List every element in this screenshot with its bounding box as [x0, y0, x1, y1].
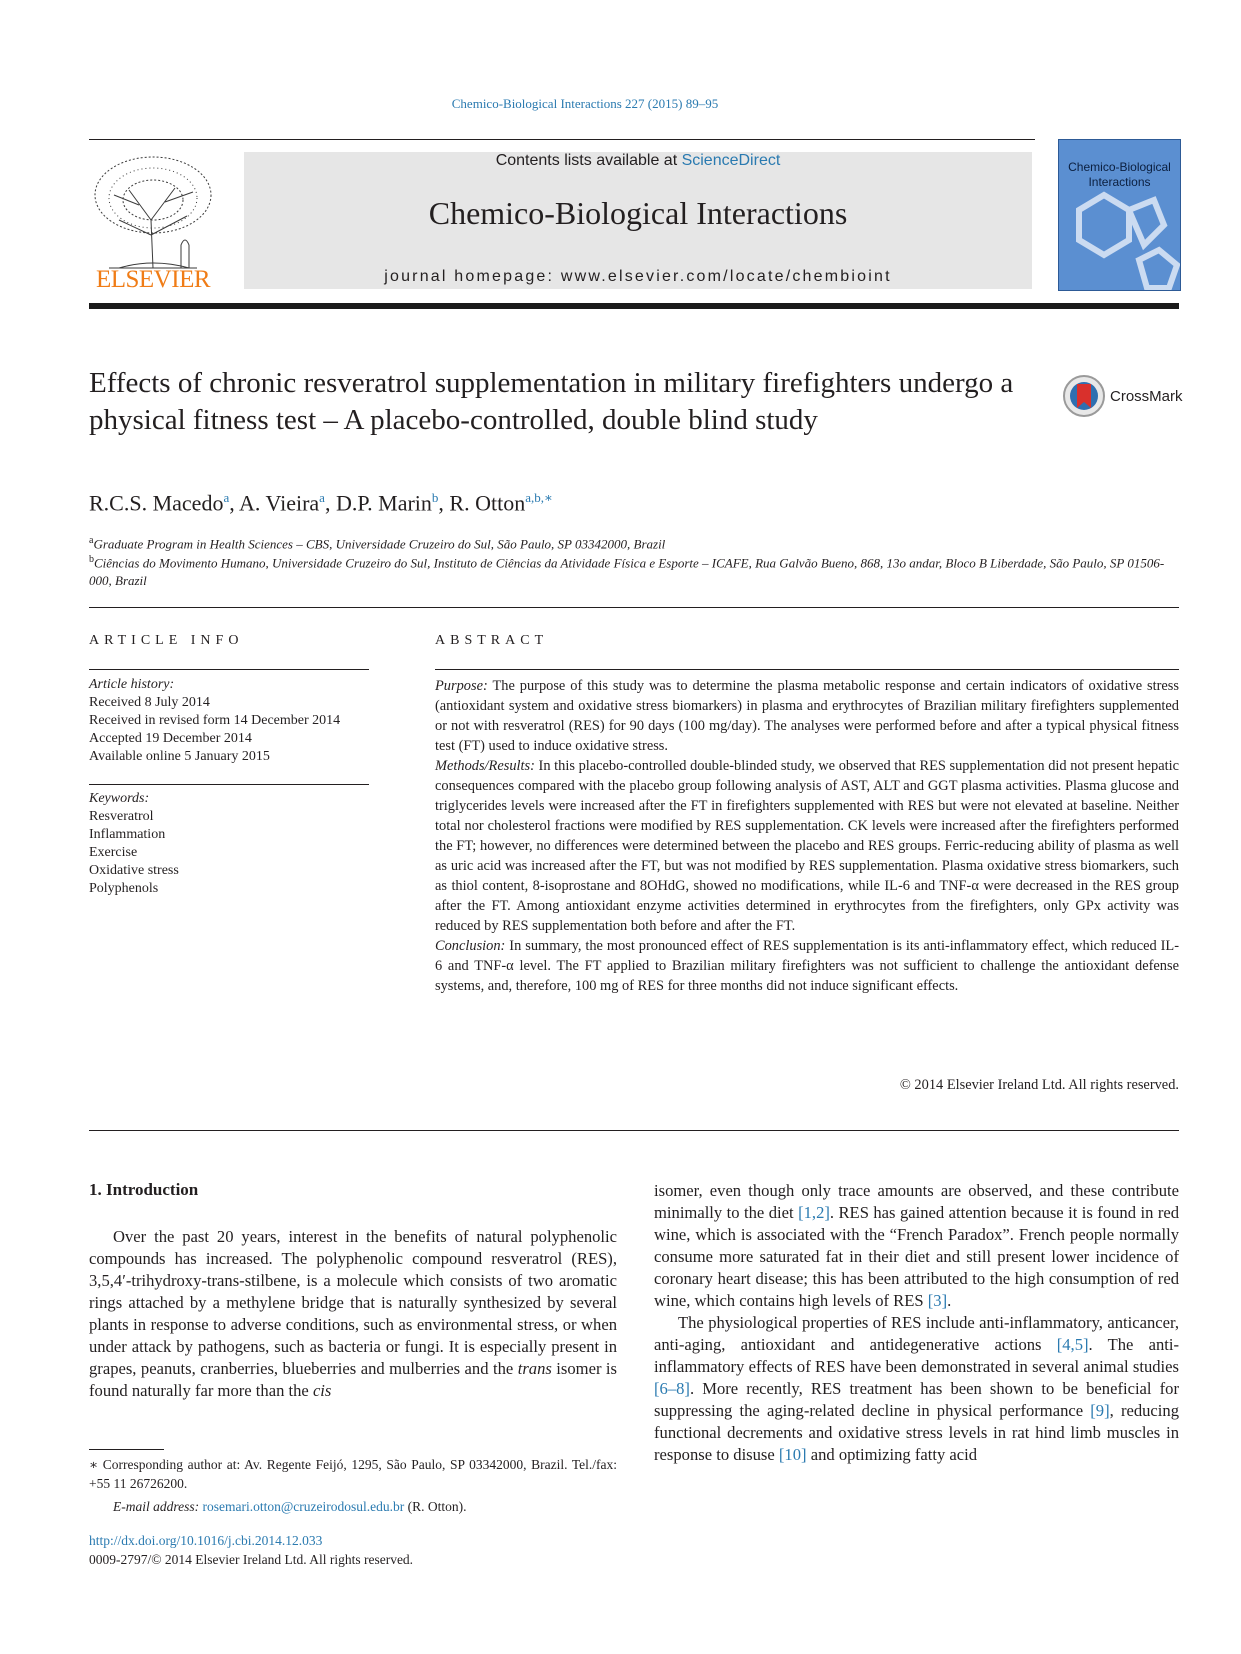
homepage-url[interactable]: www.elsevier.com/locate/chembioint	[560, 268, 892, 285]
journal-homepage	[244, 268, 1032, 286]
history-label: Article history:	[89, 677, 175, 692]
journal-citation-link[interactable]: Chemico-Biological Interactions 227 (2015) 89–95	[451, 96, 719, 111]
author-affiliation-mark[interactable]: b	[431, 490, 439, 505]
body-column-right	[654, 1180, 1179, 1466]
body-column-left	[89, 1226, 617, 1402]
crossmark-label[interactable]: CrossMark	[1110, 388, 1183, 405]
reference-link[interactable]: [6–8]	[654, 1379, 690, 1398]
author-affiliation-mark[interactable]: a	[319, 490, 325, 505]
keyword-item: Polyphenols	[89, 881, 159, 896]
body-text: isomer is found naturally far more than the	[89, 1359, 617, 1400]
body-text: .	[947, 1291, 952, 1310]
affiliation-text: Graduate Program in Health Sciences – CBS, Universidade Cruzeiro do Sul, São Paulo, SP 03342000, Brazil	[93, 536, 666, 552]
header-rule	[89, 139, 1035, 140]
contents-prefix: Contents lists available at	[495, 152, 682, 169]
header-thick-rule	[89, 303, 1179, 309]
body-text: . The anti-inflammatory effects of RES have been demonstrated in several animal studies	[654, 1335, 1179, 1376]
author-name[interactable]: R. Otton	[449, 490, 526, 516]
body-text: , reducing functional decrements and oxidative stress levels in rat hind limb muscles in response to disuse	[654, 1401, 1179, 1464]
abstract-label: Purpose:	[435, 678, 488, 694]
body-text: The physiological properties of RES include anti-inflammatory, anticancer, anti-aging, antioxidant and antidegenerative actions	[654, 1313, 1179, 1354]
sciencedirect-link[interactable]: ScienceDirect	[681, 152, 781, 169]
abstract-copyright: © 2014 Elsevier Ireland Ltd. All rights reserved.	[899, 1077, 1179, 1093]
author-list: R.C.S. Macedo$^a$, A. Vieira$^a$, D.P. Marin$^b$, R. Otton$^{a,b,∗}$	[89, 490, 553, 516]
journal-cover-thumbnail[interactable]	[1058, 139, 1181, 291]
body-text: . RES has gained attention because it is found in red wine, which is associated with the “French Paradox”. French people normally consume more saturated fat in their diet and still present lower incidence of coronary heart disease; this has been attributed to the high consumption of red wine, which contains high levels of RES	[654, 1203, 1180, 1310]
reference-link[interactable]: [9]	[1090, 1401, 1110, 1420]
body-paragraph	[654, 1180, 1179, 1312]
keywords-list	[89, 790, 374, 898]
abstract-text: In this placebo-controlled double-blinded study, we observed that RES supplementation did not present hepatic consequences compared with the placebo group following analysis of AST, ALT and GGT plasma activities. Plasma glucose and triglycerides levels were increased after the FT in firefighters supplemented with RES but were not elevated at baseline. Neither total nor cholesterol fractions were modified by RES supplementation. CK levels were increased after the firefighters performed the FT; however, no differences were determined between the placebo and RES groups. Ferric-reducing ability of plasma as well as uric acid was increased after the FT, but was not modified by RES supplementation. Plasma oxidative stress biomarkers, such as thiol content, 8-isoprostane and 8OHdG, showed no modifications, while IL-6 and TNF-α were decreased in the RES group after the FT. Among antioxidant enzyme activities determined in erythrocytes from the firefighters, only GPx activity was reduced by RES supplementation both before and after the FT.	[435, 758, 1179, 934]
author-affiliation-mark[interactable]: a,b,∗	[525, 490, 553, 505]
corresponding-author-note: ∗ Corresponding author at: Av. Regente Feijó, 1295, São Paulo, SP 03342000, Brazil. Tel./fax: +55 11 26726200.	[89, 1457, 617, 1491]
issn-copyright: 0009-2797/© 2014 Elsevier Ireland Ltd. All rights reserved.	[89, 1552, 414, 1567]
article-info-rule	[89, 784, 369, 785]
body-italic: cis	[312, 1381, 332, 1400]
keyword-item: Resveratrol	[89, 809, 154, 824]
abstract-label: Methods/Results:	[435, 758, 535, 774]
abstract-rule	[435, 669, 1179, 670]
body-text: Over the past 20 years, interest in the benefits of natural polyphenolic compounds has increased. The polyphenolic compound resveratrol (RES), 3,5,4′-trihydroxy-trans-stilbene, is a molecule which consists of two aromatic rings attached by a methylene bridge that is naturally synthesized by several plants in response to adverse conditions, such as environmental stress, or when under attack by pathogens, such as bacteria or fungi. It is especially present in grapes, peanuts, cranberries, blueberries and mulberries and the	[89, 1227, 617, 1378]
abstract-text: In summary, the most pronounced effect of RES supplementation is its anti-inflammatory effect, which reduced IL-6 and TNF-α level. The FT applied to Brazilian military firefighters was not sufficient to challenge the antioxidant defense systems, and, therefore, 100 mg of RES for three months did not induce significant effects.	[435, 938, 1179, 994]
history-item: Received in revised form 14 December 2014	[89, 713, 341, 728]
footnote-rule	[89, 1449, 164, 1450]
body-text: isomer, even though only trace amounts are observed, and these contribute minimally to the diet	[654, 1181, 1179, 1222]
abstract-body	[435, 676, 1179, 996]
cover-title: Chemico-Biological Interactions	[1068, 160, 1171, 189]
affiliation-mark: a	[89, 535, 94, 546]
homepage-prefix: journal homepage:	[384, 268, 561, 285]
body-italic: trans	[517, 1359, 552, 1378]
section-heading: 1. Introduction	[89, 1180, 199, 1199]
affiliation-b	[89, 551, 1179, 590]
abstract-purpose	[435, 676, 1179, 756]
reference-link[interactable]: [1,2]	[798, 1203, 830, 1222]
history-item: Accepted 19 December 2014	[89, 731, 252, 746]
keyword-item: Oxidative stress	[89, 863, 179, 878]
abstract-text: The purpose of this study was to determine the plasma metabolic response and certain indicators of oxidative stress (antioxidant system and oxidative stress biomarkers) in plasma and erythrocytes of Brazilian military firefighters supplemented or not with resveratrol (RES) for 90 days (100 mg/day). The analyses were performed before and after a typical physical fitness test (FT) used to induce oxidative stress.	[435, 678, 1179, 754]
reference-link[interactable]: [10]	[778, 1445, 807, 1464]
body-paragraph	[654, 1312, 1179, 1466]
section-rule	[89, 1130, 1179, 1131]
article-title: Effects of chronic resveratrol supplementation in military firefighters undergo a physical fitness test – A placebo-controlled, double blind study	[89, 367, 1014, 436]
email-line	[113, 1499, 467, 1515]
contents-line	[244, 152, 1032, 170]
email-link[interactable]: rosemari.otton@cruzeirodosul.edu.br	[202, 1499, 405, 1514]
author-affiliation-mark[interactable]: a	[223, 490, 230, 505]
history-item: Available online 5 January 2015	[89, 749, 270, 764]
keyword-item: Inflammation	[89, 827, 166, 842]
body-text: and optimizing fatty acid	[806, 1445, 978, 1464]
abstract-heading: ABSTRACT	[435, 633, 549, 648]
abstract-conclusion	[435, 936, 1179, 996]
journal-title: Chemico-Biological Interactions	[428, 195, 848, 231]
reference-link[interactable]: [3]	[927, 1291, 948, 1310]
body-text: . More recently, RES treatment has been shown to be beneficial for suppressing the aging-related decline in physical performance	[654, 1379, 1179, 1420]
article-info-rule	[89, 669, 369, 670]
article-info-heading: ARTICLE INFO	[89, 633, 244, 648]
section-rule	[89, 607, 1179, 608]
elsevier-wordmark: ELSEVIER	[95, 266, 211, 293]
article-history	[89, 676, 374, 766]
keywords-label: Keywords:	[89, 791, 150, 806]
abstract-methods	[435, 756, 1179, 936]
affiliation-mark: b	[89, 554, 94, 565]
author-name[interactable]: R.C.S. Macedo	[89, 490, 224, 516]
reference-link[interactable]: [4,5]	[1056, 1335, 1089, 1354]
author-name[interactable]: D.P. Marin	[335, 490, 432, 516]
affiliation-text: Ciências do Movimento Humano, Universidade Cruzeiro do Sul, Instituto de Ciências da Atividade Física e Esporte – ICAFE, Rua Galvão Bueno, 868, 13o andar, Bloco B Liberdade, São Paulo, SP 01506-000, Brazil	[89, 555, 1165, 589]
keyword-item: Exercise	[89, 845, 138, 860]
history-item: Received 8 July 2014	[89, 695, 210, 710]
author-name[interactable]: A. Vieira	[239, 490, 320, 516]
email-suffix: (R. Otton).	[404, 1499, 467, 1514]
doi-link[interactable]: http://dx.doi.org/10.1016/j.cbi.2014.12.033	[89, 1533, 323, 1548]
abstract-label: Conclusion:	[435, 938, 506, 954]
email-label: E-mail address:	[113, 1499, 203, 1514]
